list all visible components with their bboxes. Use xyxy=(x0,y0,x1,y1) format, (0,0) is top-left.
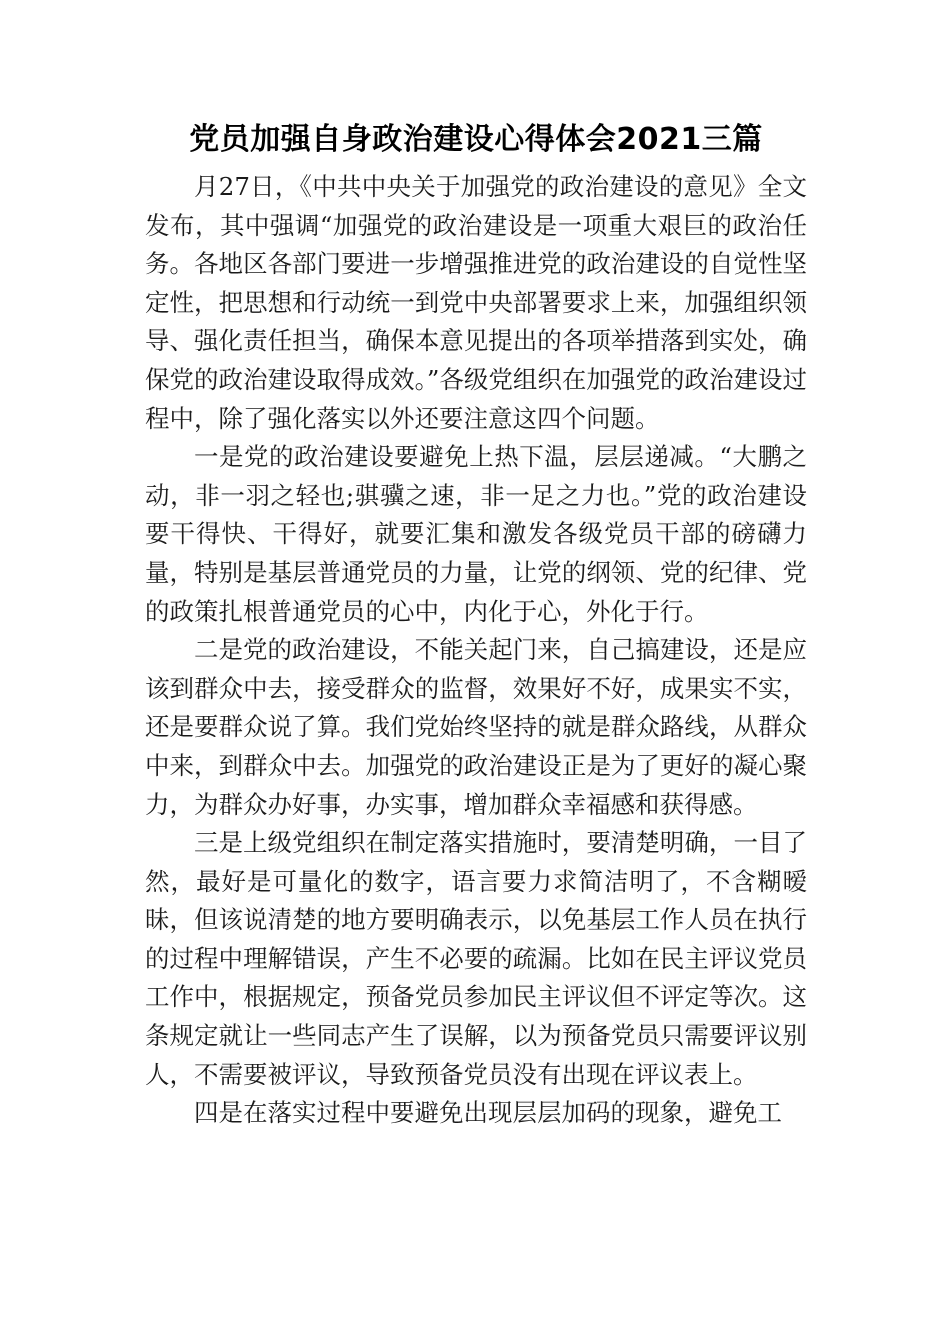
paragraph-point-three: 三是上级党组织在制定落实措施时，要清楚明确，一目了然，最好是可量化的数字，语言要力求简洁明了，不含糊暧昧，但该说清楚的地方要明确表示，以免基层工作人员在执行的过程中理解错误，产生不必要的疏漏。比如在民主评议党员工作中，根据规定，预备党员参加民主评议但不评定等次。这条规定就让一些同志产生了误解，以为预备党员只需要评议别人，不需要被评议，导致预备党员没有出现在评议表上。 xyxy=(145,828,807,1089)
paragraph-intro: 月27日，《中共中央关于加强党的政治建设的意见》全文发布，其中强调“加强党的政治建设是一项重大艰巨的政治任务。各地区各部门要进一步增强推进党的政治建设的自觉性坚定性，把思想和行动统一到党中央部署要求上来，加强组织领导、强化责任担当，确保本意见提出的各项举措落到实处，确保党的政治建设取得成效。”各级党组织在加强党的政治建设过程中，除了强化落实以外还要注意这四个问题。 xyxy=(145,172,807,433)
document-title: 党员加强自身政治建设心得体会2021三篇 xyxy=(189,122,763,157)
paragraph-point-two: 二是党的政治建设，不能关起门来，自己搞建设，还是应该到群众中去，接受群众的监督，效果好不好，成果实不实，还是要群众说了算。我们党始终坚持的就是群众路线，从群众中来，到群众中去。加强党的政治建设正是为了更好的凝心聚力，为群众办好事，办实事，增加群众幸福感和获得感。 xyxy=(145,635,807,819)
document-page xyxy=(145,118,807,1133)
paragraph-point-four: 四是在落实过程中要避免出现层层加码的现象，避免工 xyxy=(194,1098,782,1128)
paragraph-point-one: 一是党的政治建设要避免上热下温，层层递减。“大鹏之动，非一羽之轻也;骐骥之速，非一足之力也。”党的政治建设要干得快、干得好，就要汇集和激发各级党员干部的磅礴力量，特别是基层普通党员的力量，让党的纲领、党的纪律、党的政策扎根普通党员的心中，内化于心，外化于行。 xyxy=(145,442,807,626)
